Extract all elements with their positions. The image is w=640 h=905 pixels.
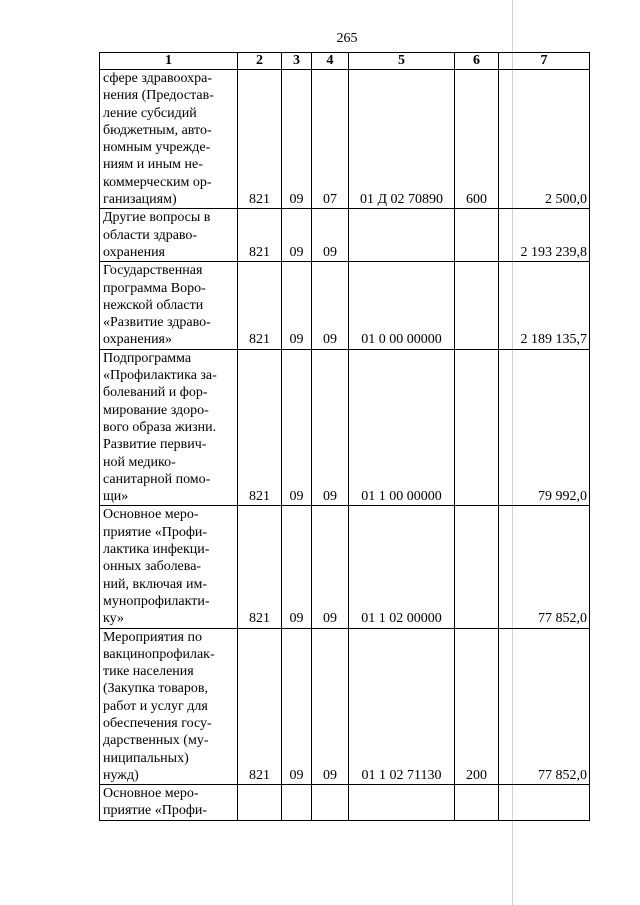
table-row — [100, 506, 590, 628]
section-cell: 09 — [282, 349, 312, 506]
row-name-line: приятие «Профи- — [103, 803, 208, 819]
subsection-cell: 09 — [312, 506, 349, 628]
amount-cell: 77 852,0 — [499, 628, 590, 785]
column-header: 6 — [455, 53, 499, 70]
row-name-line: нужд) — [103, 767, 139, 783]
subsection-cell: 09 — [312, 209, 349, 262]
expense-type-cell — [455, 262, 499, 349]
row-name-line: Развитие первич- — [103, 437, 207, 453]
row-name-line: нения (Предостав- — [103, 88, 214, 104]
row-name-cell — [100, 209, 238, 262]
amount-cell: 2 193 239,8 — [499, 209, 590, 262]
amount-cell: 2 189 135,7 — [499, 262, 590, 349]
code-cell: 821 — [238, 262, 282, 349]
amount-cell: 79 992,0 — [499, 349, 590, 506]
row-name-line: щи» — [103, 489, 129, 505]
row-name-line: охранения — [103, 244, 165, 260]
column-header: 3 — [282, 53, 312, 70]
row-name-cell — [100, 70, 238, 209]
row-name-line: Основное меро- — [103, 507, 199, 523]
column-header: 2 — [238, 53, 282, 70]
row-name-line: программа Воро- — [103, 280, 206, 296]
row-name-line: ниципальных) — [103, 750, 189, 766]
header-row — [100, 53, 590, 70]
row-name-line: болеваний и фор- — [103, 385, 208, 401]
subsection-cell: 07 — [312, 70, 349, 209]
table-row — [100, 628, 590, 785]
table-body — [100, 70, 590, 821]
expense-type-cell — [455, 209, 499, 262]
amount-cell: 2 500,0 — [499, 70, 590, 209]
expense-type-cell — [455, 506, 499, 628]
code-cell: 821 — [238, 628, 282, 785]
row-name-line: «Развитие здраво- — [103, 315, 211, 331]
row-name-line: ниям и иным не- — [103, 157, 203, 173]
row-name-line: приятие «Профи- — [103, 524, 208, 540]
row-name-line: ление субсидий — [103, 105, 197, 121]
row-name-cell — [100, 262, 238, 349]
target-cell — [349, 209, 455, 262]
row-name-line: тике населения — [103, 664, 194, 680]
row-name-line: обеспечения госу- — [103, 715, 212, 731]
row-name-line: Подпрограмма — [103, 350, 192, 366]
target-cell: 01 Д 02 70890 — [349, 70, 455, 209]
row-name-line: ной медико- — [103, 454, 176, 470]
row-name-line: сфере здравоохра- — [103, 71, 213, 86]
expense-type-cell — [455, 349, 499, 506]
table-row — [100, 785, 590, 821]
code-cell: 821 — [238, 209, 282, 262]
row-name-line: санитарной помо- — [103, 471, 211, 487]
row-name-line: работ и услуг для — [103, 698, 208, 714]
row-name-cell — [100, 785, 238, 821]
row-name-line: бюджетным, авто- — [103, 122, 212, 138]
section-cell: 09 — [282, 262, 312, 349]
target-cell — [349, 785, 455, 821]
table-row — [100, 349, 590, 506]
target-cell: 01 1 02 00000 — [349, 506, 455, 628]
table-row — [100, 262, 590, 349]
table-row — [100, 209, 590, 262]
section-cell: 09 — [282, 628, 312, 785]
row-name-line: ку» — [103, 611, 124, 627]
page-number: 265 — [336, 31, 358, 46]
column-header: 5 — [349, 53, 455, 70]
subsection-cell: 09 — [312, 262, 349, 349]
subsection-cell — [312, 785, 349, 821]
row-name-line: номным учрежде- — [103, 140, 211, 156]
row-name-line: вакцинопрофилак- — [103, 646, 215, 662]
row-name-line: Другие вопросы в — [103, 210, 211, 226]
row-name-line: лактика инфекци- — [103, 542, 210, 558]
target-cell: 01 1 00 00000 — [349, 349, 455, 506]
row-name-line: «Профилактика за- — [103, 368, 217, 384]
row-name-line: вого образа жизни. — [103, 419, 217, 435]
target-cell: 01 0 00 00000 — [349, 262, 455, 349]
row-name-line: ганизациям) — [103, 192, 177, 208]
column-header: 1 — [100, 53, 238, 70]
amount-cell — [499, 785, 590, 821]
row-name-line: ний, включая им- — [103, 576, 208, 592]
row-name-cell — [100, 628, 238, 785]
amount-cell: 77 852,0 — [499, 506, 590, 628]
section-cell: 09 — [282, 70, 312, 209]
row-name-line: охранения» — [103, 332, 172, 348]
expense-type-cell: 600 — [455, 70, 499, 209]
column-header: 4 — [312, 53, 349, 70]
section-cell: 09 — [282, 506, 312, 628]
row-name-cell — [100, 349, 238, 506]
row-name-line: (Закупка товаров, — [103, 681, 208, 697]
code-cell: 821 — [238, 506, 282, 628]
row-name-line: мирование здоро- — [103, 402, 209, 418]
row-name-line: нежской области — [103, 297, 204, 313]
row-name-line: области здраво- — [103, 227, 198, 243]
expense-type-cell: 200 — [455, 628, 499, 785]
row-name-line: Мероприятия по — [103, 629, 202, 645]
row-name-line: онных заболева- — [103, 559, 202, 575]
code-cell: 821 — [238, 349, 282, 506]
budget-table — [99, 52, 590, 821]
subsection-cell: 09 — [312, 628, 349, 785]
section-cell: 09 — [282, 209, 312, 262]
table-row — [100, 70, 590, 209]
row-name-line: Государственная — [103, 263, 203, 279]
row-name-cell — [100, 506, 238, 628]
code-cell: 821 — [238, 70, 282, 209]
row-name-line: Основное меро- — [103, 786, 199, 802]
target-cell: 01 1 02 71130 — [349, 628, 455, 785]
row-name-line: мунопрофилакти- — [103, 593, 210, 609]
row-name-line: дарственных (му- — [103, 733, 209, 749]
code-cell — [238, 785, 282, 821]
column-header: 7 — [499, 53, 590, 70]
expense-type-cell — [455, 785, 499, 821]
section-cell — [282, 785, 312, 821]
row-name-line: коммерческим ор- — [103, 174, 212, 190]
subsection-cell: 09 — [312, 349, 349, 506]
